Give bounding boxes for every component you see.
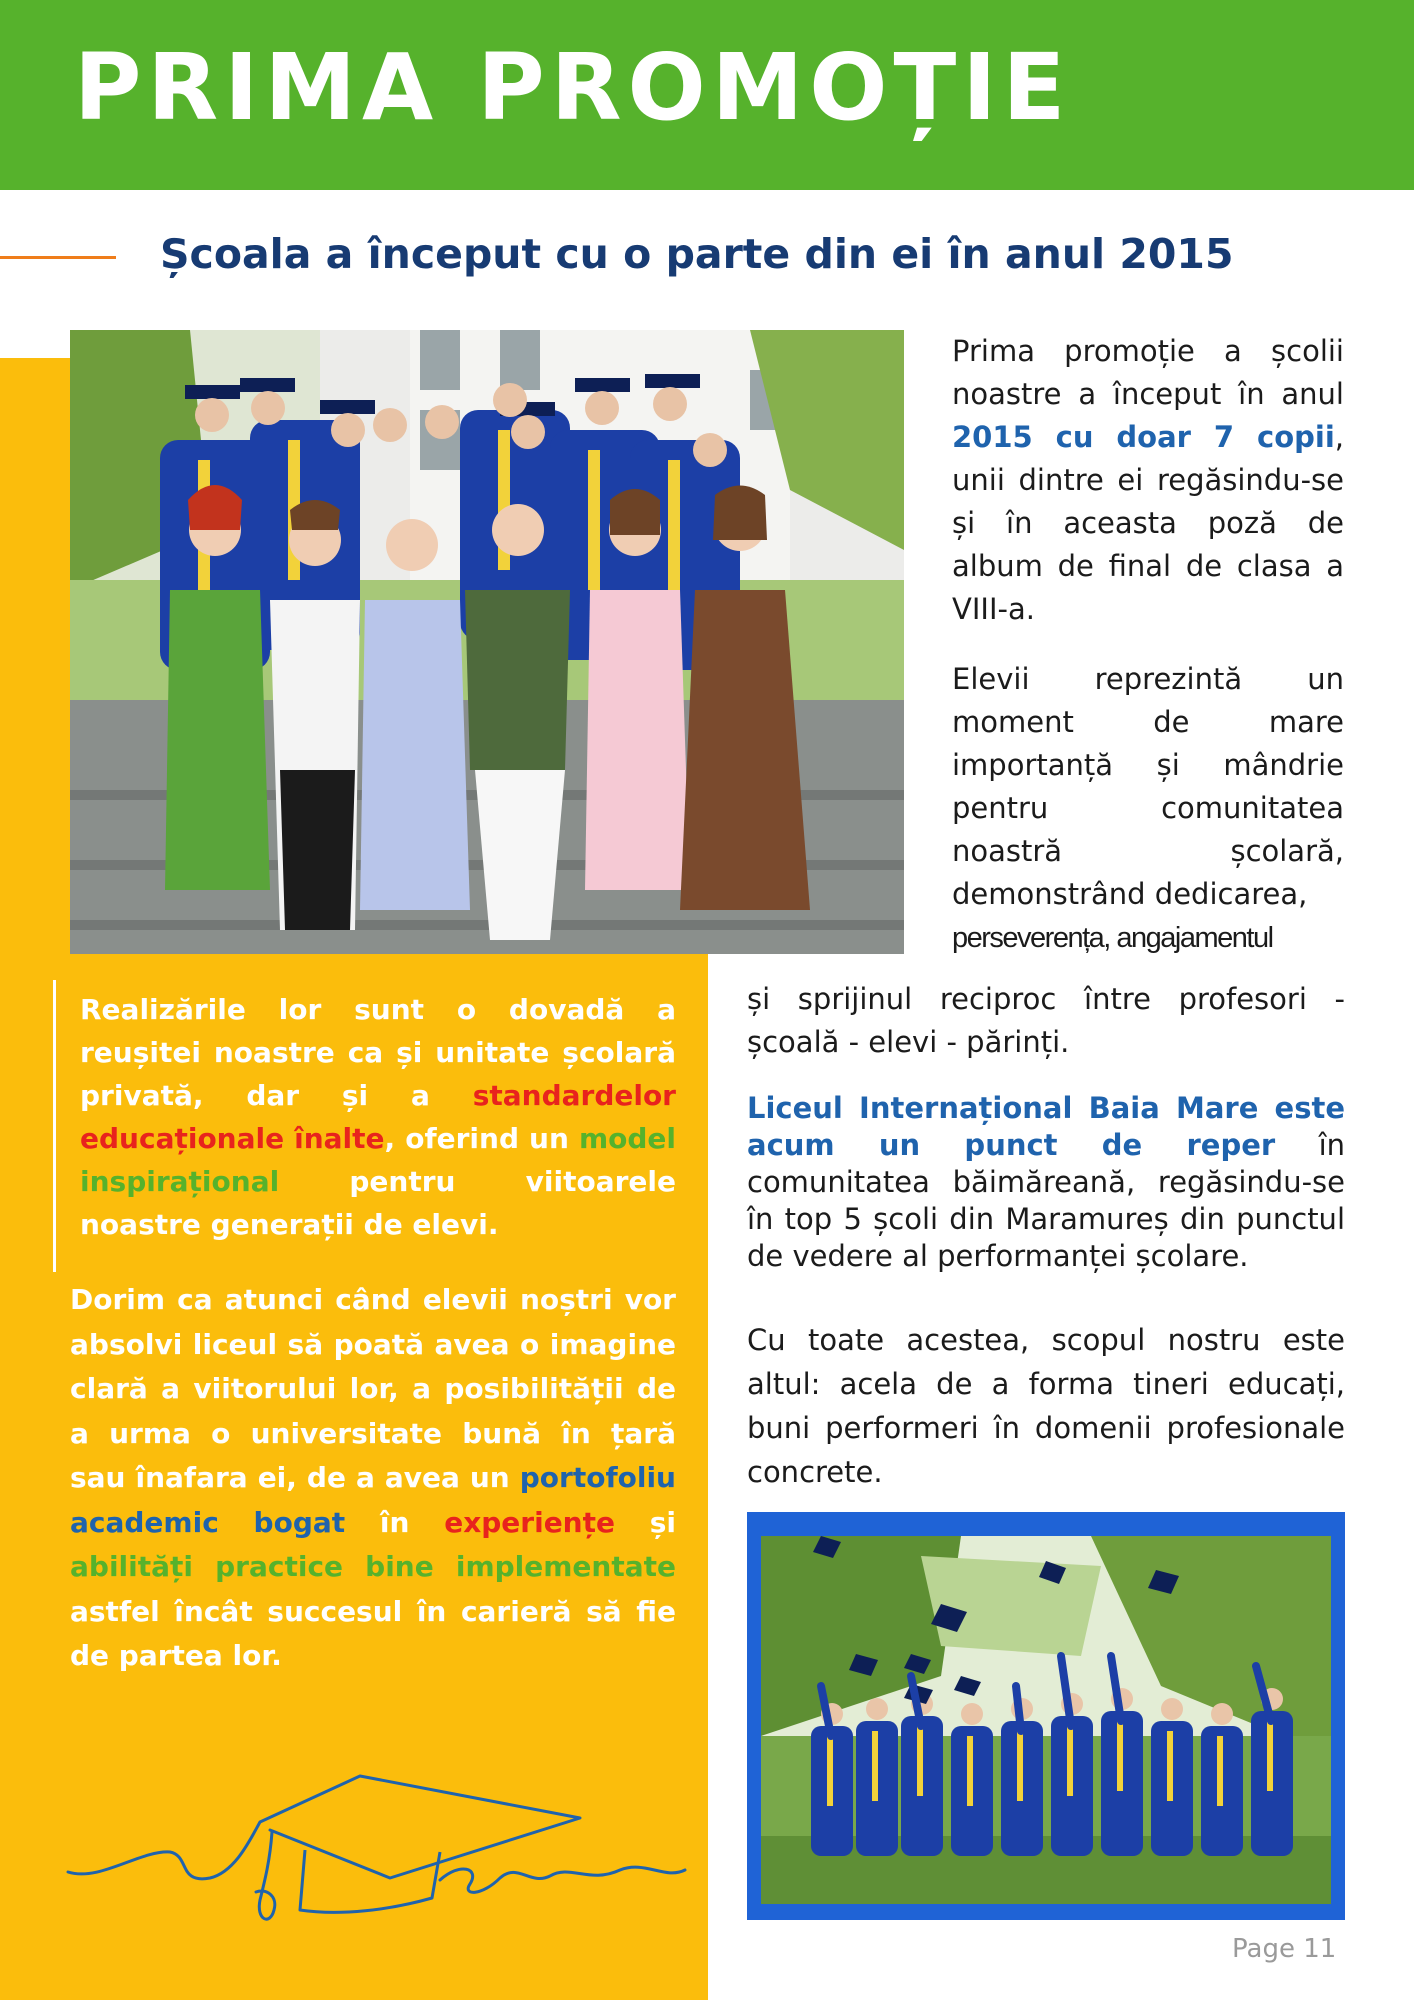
intro-paragraph: [952, 330, 1344, 631]
achievements-quote: [80, 988, 676, 1246]
cap-toss-photo-frame: [747, 1512, 1345, 1920]
header-banner: [0, 0, 1414, 190]
section-subtitle: Școala a început cu o parte din ei în anul 2015: [160, 230, 1234, 278]
aspirations-text-b: în: [345, 1505, 445, 1539]
intro-highlight: 2015 cu doar 7 copii: [952, 420, 1335, 454]
graduation-cap-doodle-icon: [60, 1760, 690, 1930]
students-paragraph: Elevii reprezintă un moment de mare importanță și mândrie pentru comunitatea noastră școlară, demonstrând dedicarea,: [952, 662, 1344, 911]
landmark-lead: Liceul Internațional Baia Mare este acum un punct de reper: [747, 1091, 1345, 1162]
aspirations-text-a: Dorim ca atunci când elevii noștri vor absolvi liceul să poată avea o imagine clară a viitorului lor, a posibilității de a urma o universitate bună în țară sau înafara ei, de a avea un: [70, 1283, 676, 1494]
quote-text-b: , oferind un: [384, 1122, 579, 1155]
aspirations-text-c: și: [615, 1505, 677, 1539]
purpose-paragraph: Cu toate acestea, scopul nostru este altul: acela de a forma tineri educați, buni performeri în domenii profesionale concrete.: [747, 1323, 1345, 1489]
students-paragraph-continued: perseverența, angajamentul: [952, 922, 1273, 954]
cap-toss-photo: [761, 1536, 1331, 1904]
aspirations-text-d: astfel încât succesul în carieră să fie de partea lor.: [70, 1594, 676, 1672]
aspirations-highlight-blue: portofoliu academic bogat: [70, 1461, 676, 1539]
group-photo: [70, 330, 904, 954]
support-paragraph: și sprijinul reciproc între profesori - școală - elevi - părinți.: [747, 982, 1345, 1059]
landmark-paragraph: [747, 1090, 1345, 1275]
quote-highlight-green: model inspirațional: [80, 1122, 676, 1198]
aspirations-highlight-green: abilități practice bine implementate: [70, 1550, 676, 1583]
page-number: Page 11: [1232, 1934, 1337, 1964]
quote-bar: [53, 980, 56, 1272]
quote-text-c: pentru viitoarele noastre generații de elevi.: [80, 1165, 676, 1241]
intro-text-a: Prima promoție a școlii noastre a început în anul: [952, 334, 1344, 411]
quote-highlight-red: standardelor educaționale înalte: [80, 1079, 676, 1155]
landmark-text: în comunitatea băimăreană, regăsindu-se în top 5 școli din Maramureș din punctul de vedere al performanței școlare.: [747, 1128, 1346, 1273]
aspirations-highlight-red: experiențe: [444, 1505, 615, 1539]
intro-text-b: , unii dintre ei regăsindu-se și în aceasta poză de album de final de clasa a VIII-a.: [952, 420, 1344, 626]
page-title: PRIMA PROMOȚIE: [74, 34, 1072, 141]
aspirations-paragraph: [70, 1278, 676, 1679]
quote-text-a: Realizările lor sunt o dovadă a reușitei noastre ca și unitate școlară privată, dar și a: [80, 993, 676, 1112]
subtitle-rule: [0, 256, 116, 259]
